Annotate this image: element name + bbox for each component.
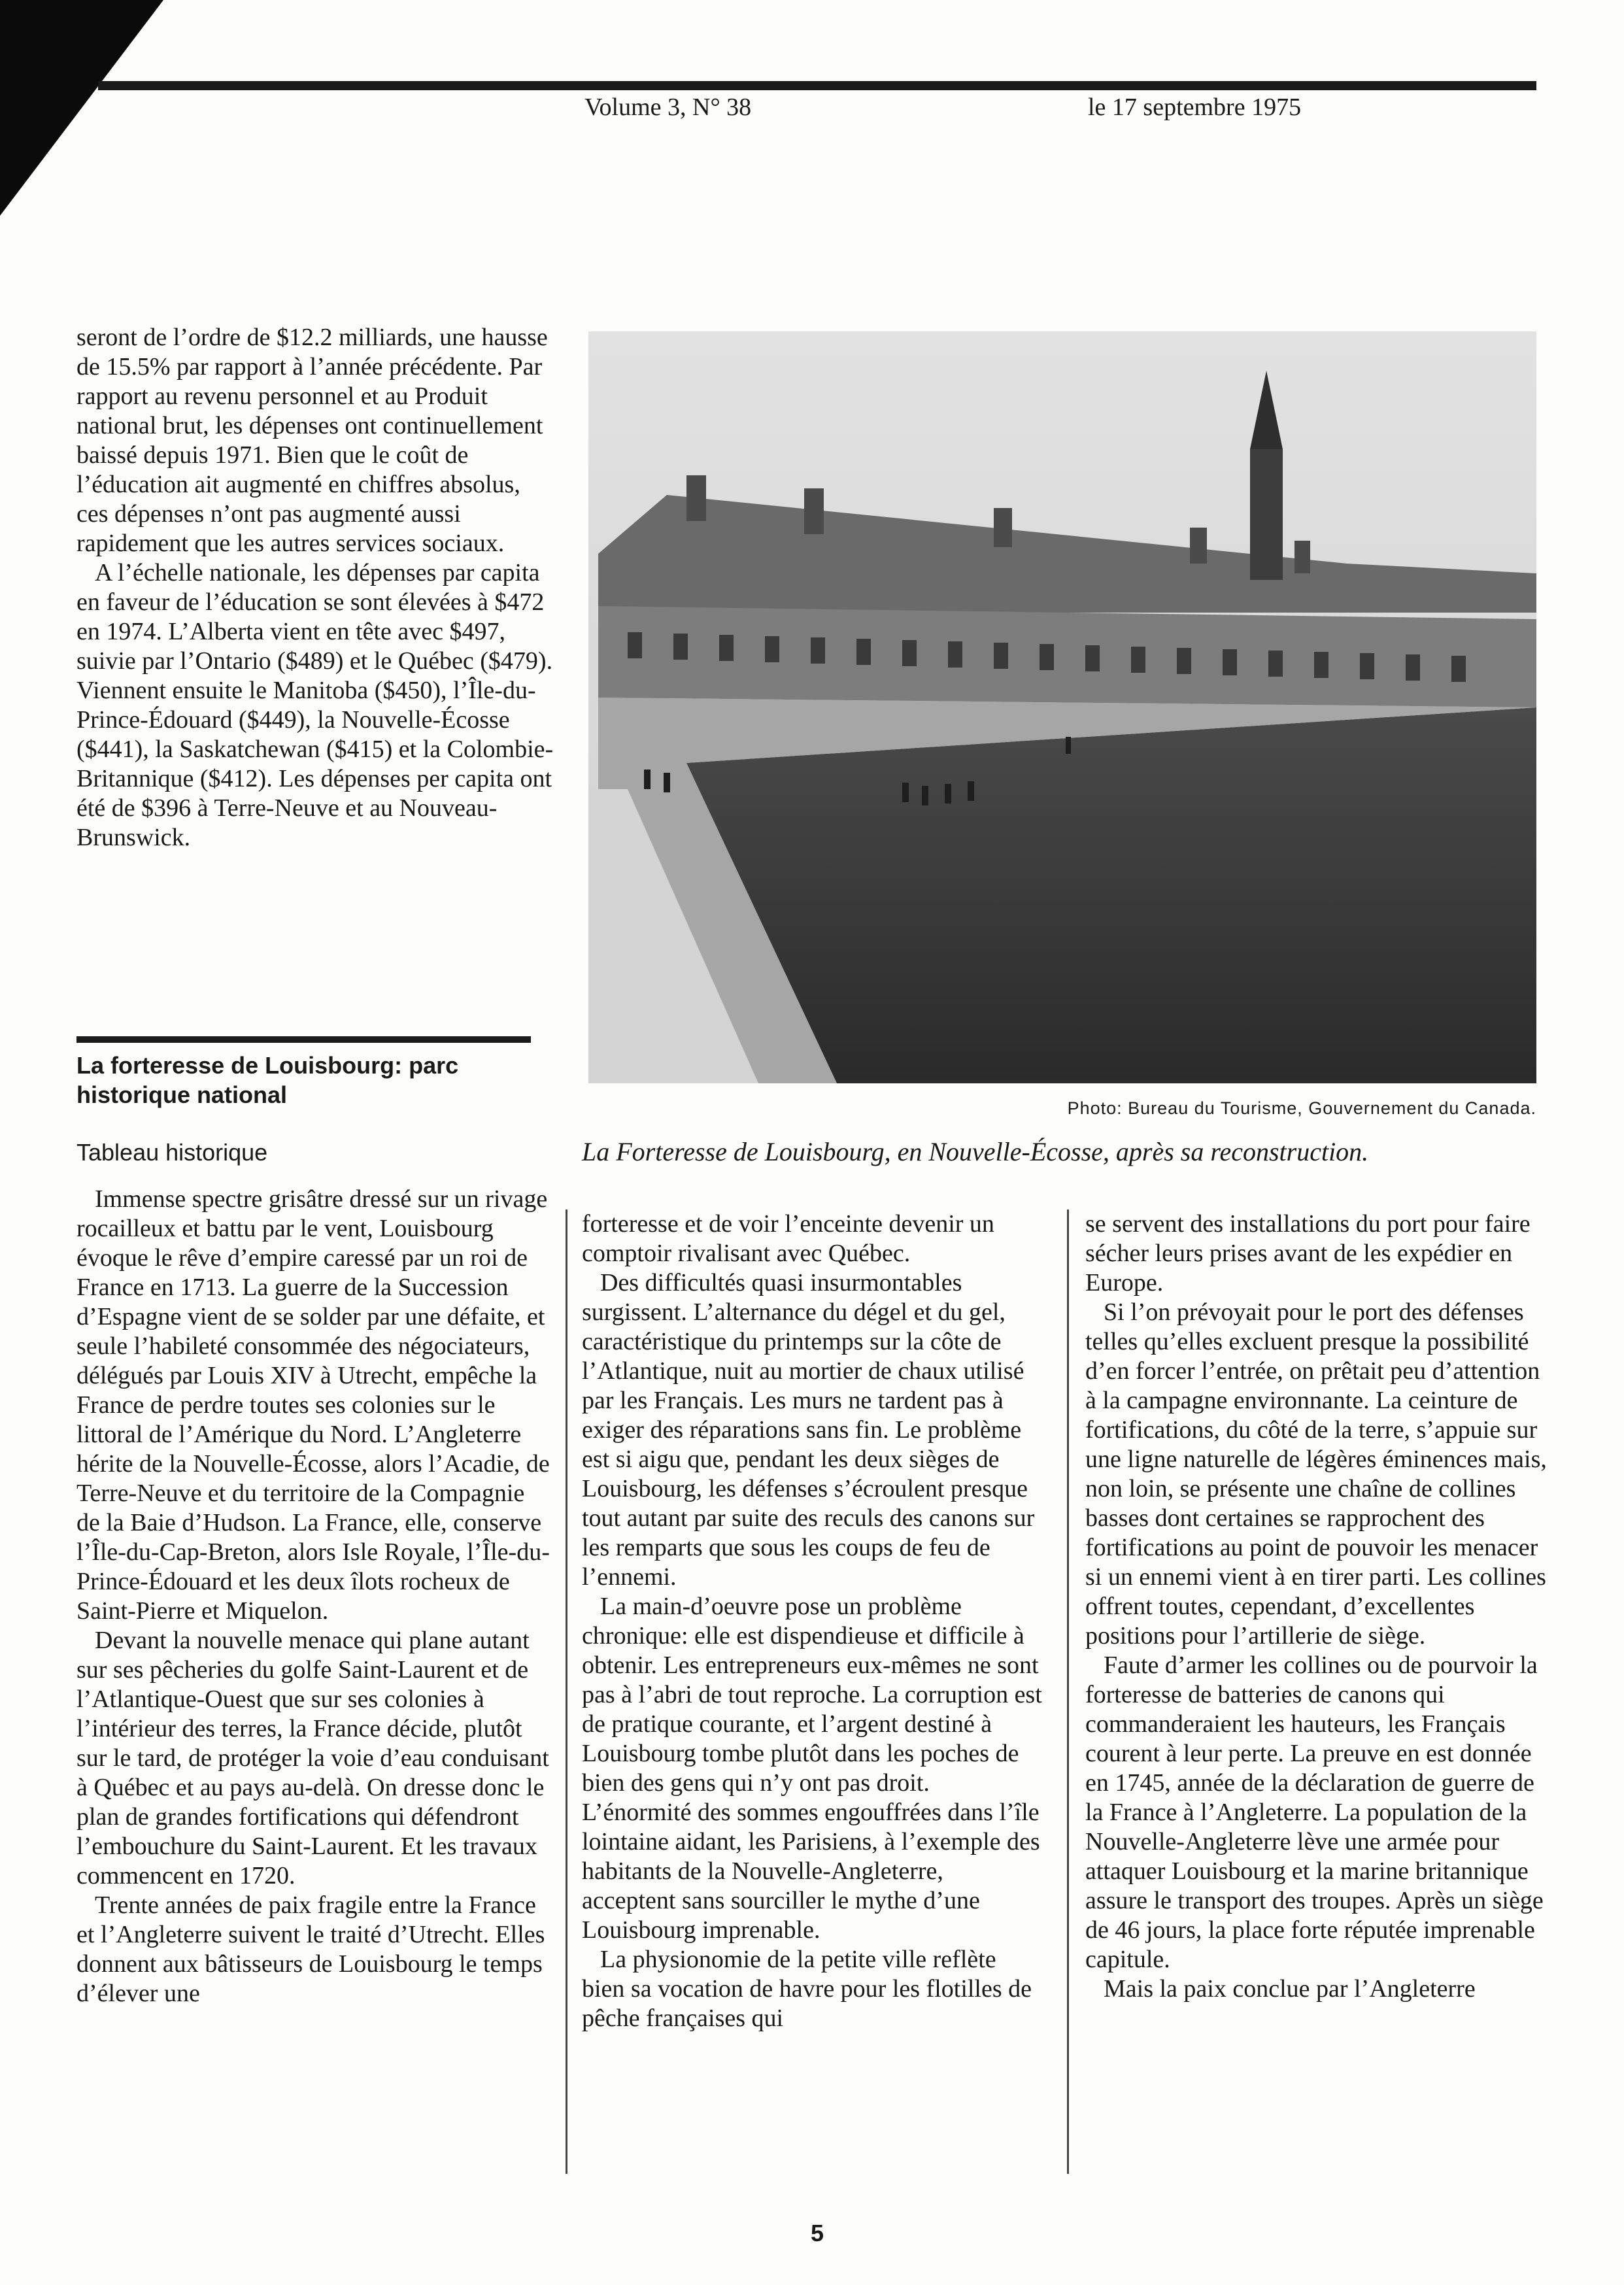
section-rule bbox=[76, 1036, 531, 1043]
photo-credit: Photo: Bureau du Tourisme, Gouvernement du Canada. bbox=[1067, 1098, 1536, 1118]
paragraph: Si l’on prévoyait pour le port des défenses telles qu’elles excluent presque la possibilité d’en forcer l’entrée, on prêtait peu d’attention à la campagne environnante. La ceinture de fortifications, du côté de la terre, s’appuie sur une ligne naturelle de légères éminences mais, non loin, se présente une chaîne de collines basses dont certaines se rapprochent des fortifications au point de pouvoir les menacer si un ennemi vient à en tirer parti. Les collines offrent toutes, cependant, d’excellentes positions pour l’artillerie de siège. bbox=[1085, 1298, 1547, 1650]
paragraph: forteresse et de voir l’enceinte devenir un comptoir rivalisant avec Québec. bbox=[582, 1210, 994, 1267]
column-divider bbox=[1067, 1210, 1069, 2174]
column-1-top bbox=[76, 323, 554, 853]
corner-mark bbox=[0, 0, 163, 216]
header-rule bbox=[98, 81, 1536, 90]
photo-caption: La Forteresse de Louisbourg, en Nouvelle-Écosse, après sa reconstruction. bbox=[582, 1137, 1369, 1166]
paragraph: se servent des installations du port pour faire sécher leurs prises avant de les expédier en Europe. bbox=[1085, 1210, 1531, 1296]
section-subtitle: Tableau historique bbox=[76, 1139, 268, 1166]
paragraph: Mais la paix conclue par l’Angleterre bbox=[1104, 1975, 1476, 2003]
column-divider bbox=[566, 1210, 567, 2174]
paragraph: Faute d’armer les collines ou de pourvoir la forteresse de batteries de canons qui commanderaient les hauteurs, les Français courent à leur perte. La preuve en est donnée en 1745, année de la déclaration de guerre de la France à l’Angleterre. La population de la Nouvelle-Angleterre lève une armée pour attaquer Louisbourg et la marine britannique assure le transport des troupes. Après un siège de 46 jours, la place forte réputée imprenable capitule. bbox=[1085, 1651, 1544, 1973]
paragraph: La main-d’oeuvre pose un problème chronique: elle est dispendieuse et difficile à obtenir. Les entrepreneurs eux-mêmes ne sont pas à l’abri de tout reproche. La corruption est de pratique courante, et l’argent destiné à Louisbourg tombe plutôt dans les poches de bien des gens qui n’y ont pas droit. L’énormité des sommes engouffrées dans l’île lointaine aidant, les Parisiens, à l’exemple des habitants de la Nouvelle-Angleterre, acceptent sans sourciller le mythe d’une Louisbourg imprenable. bbox=[582, 1593, 1042, 1944]
paragraph: Immense spectre grisâtre dressé sur un rivage rocailleux et battu par le vent, Louisbourg évoque le rêve d’empire caressé par un roi de France en 1713. La guerre de la Succession d’Espagne vient de se solder par une défaite, et seule l’habileté consommée des négociateurs, délégués par Louis XIV à Utrecht, empêche la France de perdre toutes ses colonies sur le littoral de l’Amérique du Nord. L’Angleterre hérite de la Nouvelle-Écosse, alors l’Acadie, de Terre-Neuve et du territoire de la Compagnie de la Baie d’Hudson. La France, elle, conserve l’Île-du-Cap-Breton, alors Isle Royale, l’Île-du-Prince-Édouard et les deux îlots rocheux de Saint-Pierre et Miquelon. bbox=[76, 1185, 550, 1625]
paragraph: seront de l’ordre de $12.2 milliards, une hausse de 15.5% par rapport à l’année précédente. Par rapport au revenu personnel et au Produit national brut, les dépenses ont continuellement baissé depuis 1971. Bien que le coût de l’éducation ait augmenté en chiffres absolus, ces dépenses n’ont pas augmenté aussi rapidement que les autres services sociaux. bbox=[76, 324, 548, 557]
column-2 bbox=[582, 1210, 1043, 2033]
page-number: 5 bbox=[810, 2220, 824, 2246]
issue-date: le 17 septembre 1975 bbox=[1088, 93, 1302, 121]
volume-number: Volume 3, N° 38 bbox=[584, 93, 752, 121]
paragraph: Des difficultés quasi insurmontables surgissent. L’alternance du dégel et du gel, caractéristique du printemps sur la côte de l’Atlantique, nuit au mortier de chaux utilisé par les Français. Les murs ne tardent pas à exiger des réparations sans fin. Le problème est si aigu que, pendant les deux sièges de Louisbourg, les défenses s’écroulent presque tout autant par suite des reculs des canons sur les remparts que sous les coups de feu de l’ennemi. bbox=[582, 1269, 1035, 1591]
paragraph: A l’échelle nationale, les dépenses par capita en faveur de l’éducation se sont élevées à $472 en 1974. L’Alberta vient en tête avec $497, suivie par l’Ontario ($489) et le Québec ($479). Viennent ensuite le Manitoba ($450), l’Île-du-Prince-Édouard ($449), la Nouvelle-Écosse ($441), la Saskatchewan ($415) et la Colombie-Britannique ($412). Les dépenses per capita ont été de $396 à Terre-Neuve et au Nouveau-Brunswick. bbox=[76, 559, 554, 851]
column-3 bbox=[1085, 1210, 1549, 2004]
paragraph: La physionomie de la petite ville reflète bien sa vocation de havre pour les flotilles de pêche françaises qui bbox=[582, 1946, 1032, 2032]
fortress-photo bbox=[588, 331, 1536, 1083]
paragraph: Devant la nouvelle menace qui plane autant sur ses pêcheries du golfe Saint-Laurent et de l’Atlantique-Ouest que sur ses colonies à l’intérieur des terres, la France décide, plutôt sur le tard, de protéger la voie d’eau conduisant à Québec et au pays au-delà. On dresse donc le plan de grandes fortifications qui défendront l’embouchure du Saint-Laurent. Et les travaux commencent en 1720. bbox=[76, 1627, 549, 1889]
paragraph: Trente années de paix fragile entre la France et l’Angleterre suivent le traité d’Utrecht. Elles donnent aux bâtisseurs de Louisbourg le temps d’élever une bbox=[76, 1891, 545, 2007]
column-1-bottom bbox=[76, 1185, 554, 2008]
section-title: La forteresse de Louisbourg: parc historique national bbox=[76, 1052, 459, 1108]
